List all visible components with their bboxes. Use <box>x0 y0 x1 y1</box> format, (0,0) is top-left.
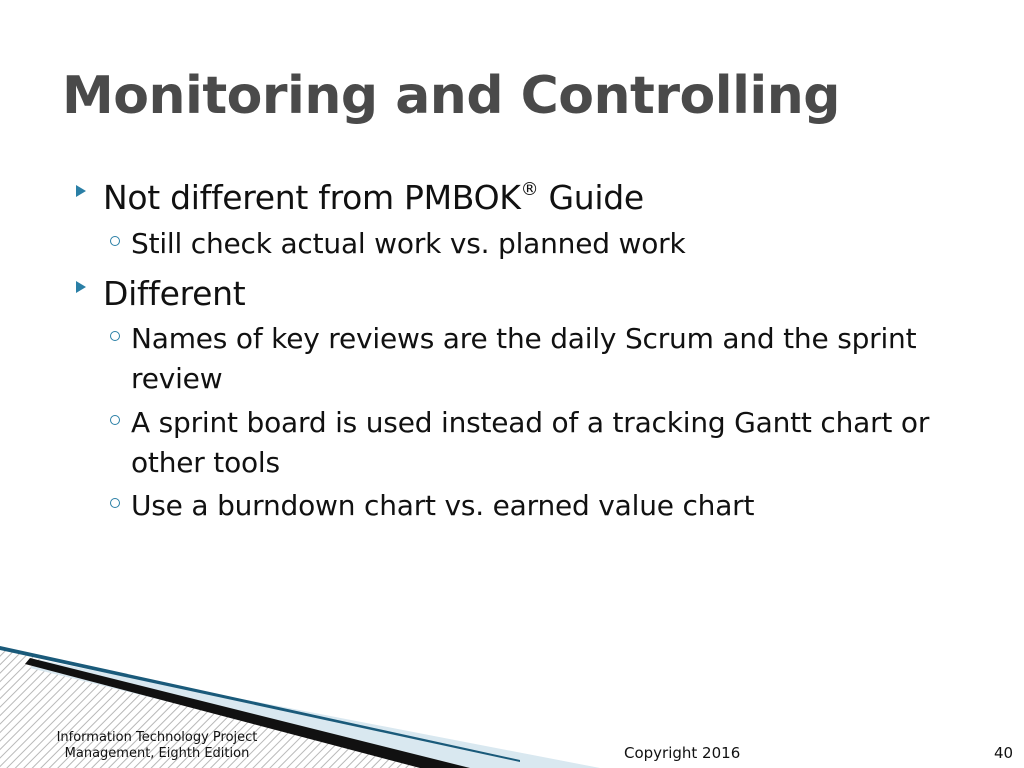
slide-title: Monitoring and Controlling <box>62 66 840 126</box>
subbullet-text: A sprint board is used instead of a tracking Gantt chart or other tools <box>131 406 930 479</box>
circle-bullet-icon <box>110 415 120 425</box>
subbullet-text: Use a burndown chart vs. earned value chart <box>131 489 755 522</box>
bullet-text <box>103 178 644 217</box>
footer-source-line1: Information Technology Project <box>56 730 258 745</box>
subbullet-text: Still check actual work vs. planned work <box>131 227 686 260</box>
bullet-text: Different <box>103 274 246 313</box>
circle-bullet-icon <box>110 498 120 508</box>
circle-bullet-icon <box>110 236 120 246</box>
triangle-bullet-icon <box>76 185 86 197</box>
footer-source <box>44 730 270 762</box>
page-number: 40 <box>994 744 1014 762</box>
triangle-bullet-icon <box>76 281 86 293</box>
bullet-text-main: Not different from PMBOK <box>103 178 521 217</box>
footer-source-line2: Management, Eighth Edition <box>64 746 250 761</box>
footer-copyright: Copyright 2016 <box>624 744 741 762</box>
bullet-text-suffix: Guide <box>538 178 644 217</box>
circle-bullet-icon <box>110 331 120 341</box>
registered-mark: ® <box>520 179 539 200</box>
subbullet-text: Names of key reviews are the daily Scrum and the sprint review <box>131 322 917 395</box>
